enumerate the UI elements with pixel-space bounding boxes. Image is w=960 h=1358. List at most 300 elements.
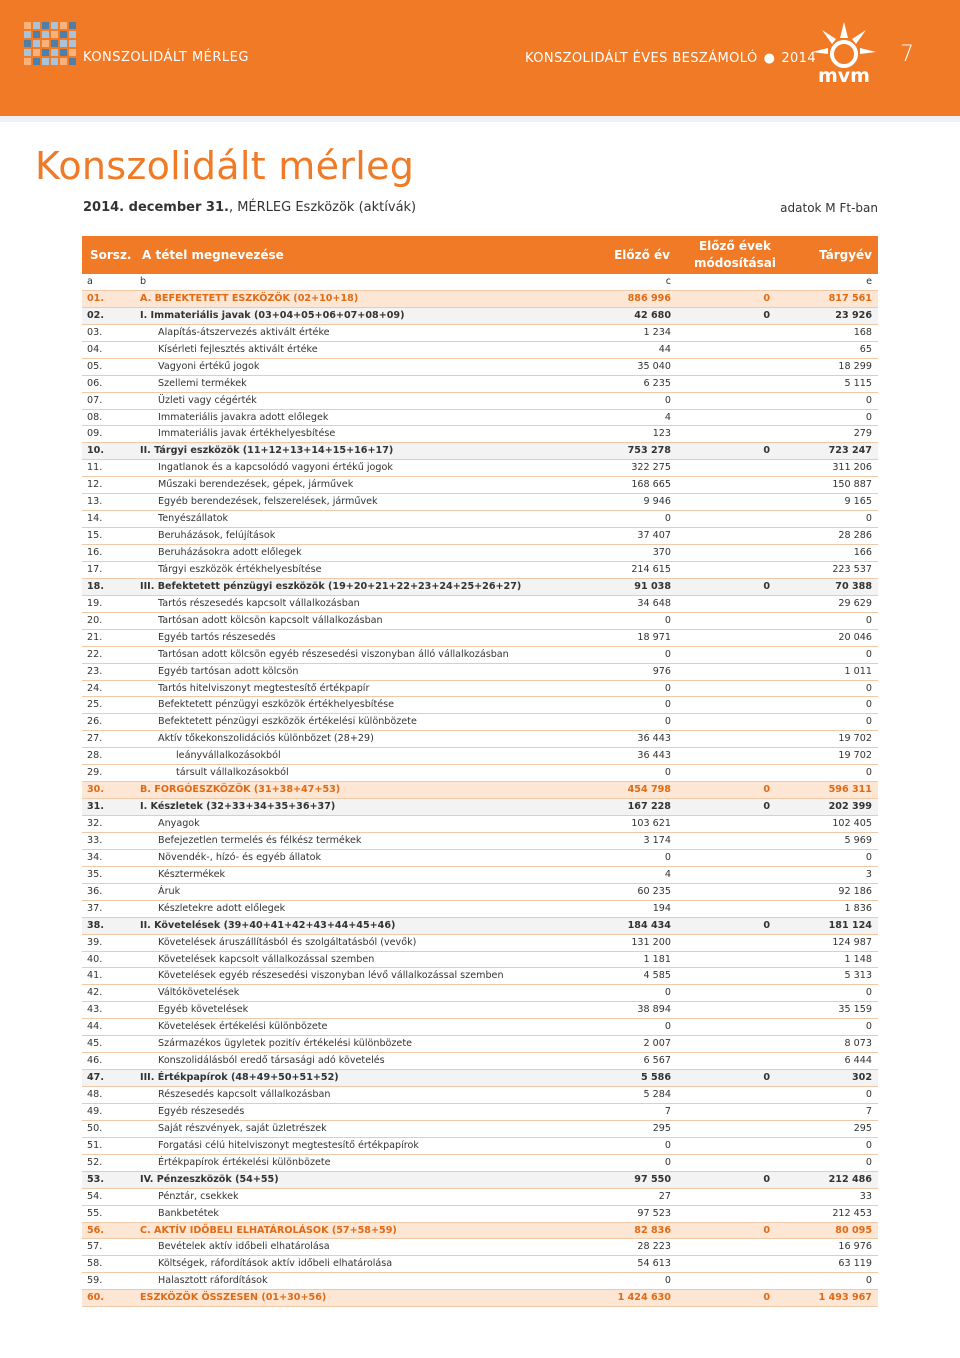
header-stripe <box>0 116 960 122</box>
row-number: 02. <box>87 309 104 321</box>
row-label: II. Tárgyi eszközök (11+12+13+14+15+16+17) <box>140 445 394 457</box>
row-number: 04. <box>87 343 103 355</box>
table-row <box>82 1138 878 1155</box>
grid-dot <box>42 58 49 65</box>
grid-dot <box>24 49 31 56</box>
row-label: Tartós hitelviszonyt megtestesítő értékpapír <box>158 682 370 694</box>
grid-dot <box>51 40 58 47</box>
row-number: 26. <box>87 716 103 728</box>
row-curr-value: 5 969 <box>844 834 872 846</box>
row-number: 28. <box>87 750 103 762</box>
row-label: Bankbetétek <box>158 1207 219 1219</box>
row-number: 01. <box>87 292 104 304</box>
row-mod-value: 0 <box>763 580 770 592</box>
header-prev-year: Előző év <box>614 248 670 262</box>
table-row <box>82 1121 878 1138</box>
row-label: I. Immateriális javak (03+04+05+06+07+08+09) <box>140 309 405 321</box>
row-number: 33. <box>87 834 103 846</box>
row-label: IV. Pénzeszközök (54+55) <box>140 1173 279 1185</box>
row-number: 09. <box>87 428 103 440</box>
row-curr-value: 28 286 <box>838 530 872 542</box>
row-mod-value: 0 <box>763 919 770 931</box>
table-row <box>82 630 878 647</box>
row-number: 54. <box>87 1190 103 1202</box>
table-row <box>82 968 878 985</box>
row-prev-value: 38 894 <box>637 1004 671 1016</box>
table-row <box>82 867 878 884</box>
row-curr-value: 168 <box>853 326 872 338</box>
row-prev-value: 1 234 <box>643 326 671 338</box>
table-row <box>82 291 878 308</box>
row-number: 30. <box>87 784 104 796</box>
table-row <box>82 342 878 359</box>
row-curr-value: 596 311 <box>828 784 872 796</box>
row-label: B. FORGÓESZKÖZÖK (31+38+47+53) <box>140 784 341 796</box>
row-mod-value: 0 <box>763 309 770 321</box>
grid-dot <box>51 49 58 56</box>
row-mod-value: 0 <box>763 445 770 457</box>
grid-dot <box>24 31 31 38</box>
row-label: Kísérleti fejlesztés aktivált értéke <box>158 343 318 355</box>
header-modifications <box>682 236 788 274</box>
row-number: 17. <box>87 563 103 575</box>
table-row <box>82 799 878 816</box>
table-row <box>82 1172 878 1189</box>
grid-dot <box>33 58 40 65</box>
row-label: II. Követelések (39+40+41+42+43+44+45+46) <box>140 919 396 931</box>
table-row <box>82 731 878 748</box>
grid-dot <box>33 40 40 47</box>
row-curr-value: 1 493 967 <box>818 1292 872 1304</box>
row-label: Anyagok <box>158 818 200 829</box>
row-curr-value: 279 <box>853 428 872 440</box>
row-label: Követelések értékelési különbözete <box>158 1021 328 1033</box>
row-prev-value: 0 <box>664 614 671 626</box>
row-number: 14. <box>87 513 103 525</box>
grid-dot <box>60 49 67 56</box>
row-label: Egyéb tartós részesedés <box>158 631 276 643</box>
table-row <box>82 1189 878 1206</box>
row-prev-value: 5 284 <box>643 1089 671 1100</box>
header-sorsz: Sorsz. <box>90 248 132 262</box>
row-curr-value: 166 <box>853 547 872 558</box>
row-number: 52. <box>87 1156 103 1168</box>
row-curr-value: 23 926 <box>835 309 872 321</box>
row-prev-value: 97 523 <box>637 1207 671 1219</box>
section-label: KONSZOLIDÁLT MÉRLEG <box>83 50 249 65</box>
row-prev-value: 7 <box>664 1105 671 1117</box>
row-label: Forgatási célú hitelviszonyt megtestesítő értékpapírok <box>158 1139 419 1151</box>
row-label: Váltókövetelések <box>158 987 240 999</box>
row-number: 49. <box>87 1105 103 1117</box>
grid-dot <box>51 58 58 65</box>
row-prev-value: 976 <box>652 665 671 677</box>
row-label: Követelések áruszállításból és szolgáltatásból (vevők) <box>158 936 417 948</box>
row-number: 24. <box>87 682 103 694</box>
row-label: Egyéb tartósan adott kölcsön <box>158 665 299 677</box>
row-curr-value: 202 399 <box>828 801 872 813</box>
row-curr-value: 0 <box>865 987 872 999</box>
row-label: Növendék-, hízó- és egyéb állatok <box>158 851 322 863</box>
row-prev-value: 0 <box>664 716 671 728</box>
grid-dot <box>51 22 58 29</box>
row-mod-value: 0 <box>763 1173 770 1185</box>
row-number: 40. <box>87 953 103 965</box>
table-row <box>82 985 878 1002</box>
row-curr-value: 0 <box>865 716 872 728</box>
grid-dot <box>24 40 31 47</box>
row-curr-value: 9 165 <box>844 496 872 508</box>
row-curr-value: 0 <box>865 1156 872 1168</box>
table-row <box>82 1155 878 1172</box>
row-prev-value: 0 <box>664 1156 671 1168</box>
row-curr-value: 20 046 <box>838 631 872 643</box>
row-curr-value: 817 561 <box>828 292 872 304</box>
row-prev-value: 103 621 <box>631 818 671 829</box>
table-row <box>82 1036 878 1053</box>
row-prev-value: 44 <box>658 343 671 355</box>
table-row <box>82 1256 878 1273</box>
row-prev-value: 184 434 <box>627 919 671 931</box>
row-mod-value: 0 <box>763 1072 770 1084</box>
row-number: 20. <box>87 614 103 626</box>
row-prev-value: 0 <box>664 767 671 779</box>
row-number: 07. <box>87 394 103 406</box>
row-prev-value: 295 <box>652 1122 671 1134</box>
row-curr-value: 5 115 <box>844 377 872 389</box>
row-prev-value: 1 181 <box>643 953 671 965</box>
row-number: 35. <box>87 868 103 880</box>
row-number: 43. <box>87 1004 103 1016</box>
row-curr-value: 3 <box>865 868 872 880</box>
row-prev-value: 370 <box>652 547 671 558</box>
table-row <box>82 308 878 325</box>
row-number: 36. <box>87 885 103 897</box>
row-prev-value: 194 <box>652 902 671 914</box>
row-number: 13. <box>87 496 103 508</box>
row-mod-value: 0 <box>763 784 770 796</box>
row-label: Követelések egyéb részesedési viszonyban lévő vállalkozással szemben <box>158 970 504 982</box>
row-prev-value: 82 836 <box>634 1224 671 1236</box>
row-number: 34. <box>87 851 103 863</box>
grid-dot <box>42 40 49 47</box>
row-curr-value: 1 836 <box>844 902 872 914</box>
subtitle-rest: , MÉRLEG Eszközök (aktívák) <box>228 200 417 215</box>
row-curr-value: 19 702 <box>838 750 872 762</box>
row-label: Üzleti vagy cégérték <box>158 394 257 406</box>
row-curr-value: 723 247 <box>828 445 872 457</box>
row-curr-value: 0 <box>865 851 872 863</box>
row-label: Ingatlanok és a kapcsolódó vagyoni értékű jogok <box>158 462 393 474</box>
row-prev-value: 36 443 <box>637 733 671 745</box>
row-curr-value: 35 159 <box>838 1004 872 1016</box>
table-body <box>82 291 878 1307</box>
row-prev-value: 36 443 <box>637 750 671 762</box>
row-prev-value: 123 <box>652 428 671 440</box>
row-prev-value: 18 971 <box>637 631 671 643</box>
row-curr-value: 1 148 <box>844 953 872 965</box>
row-curr-value: 181 124 <box>828 919 872 931</box>
table-row <box>82 426 878 443</box>
row-curr-value: 1 011 <box>844 665 872 677</box>
table-row <box>82 410 878 427</box>
row-prev-value: 3 174 <box>643 834 671 846</box>
table-header <box>82 236 878 274</box>
table-row <box>82 918 878 935</box>
row-curr-value: 0 <box>865 1275 872 1287</box>
row-number: 51. <box>87 1139 103 1151</box>
table-row <box>82 1223 878 1240</box>
row-label: Áruk <box>158 885 181 897</box>
row-curr-value: 102 405 <box>832 818 872 829</box>
row-prev-value: 168 665 <box>631 479 671 491</box>
row-number: 58. <box>87 1258 103 1270</box>
row-label: I. Készletek (32+33+34+35+36+37) <box>140 801 336 813</box>
row-prev-value: 0 <box>664 987 671 999</box>
row-prev-value: 0 <box>664 1139 671 1151</box>
row-prev-value: 0 <box>664 682 671 694</box>
row-curr-value: 0 <box>865 614 872 626</box>
table-row <box>82 833 878 850</box>
grid-dot <box>60 31 67 38</box>
table-row <box>82 460 878 477</box>
table-row <box>82 393 878 410</box>
letter-b: b <box>140 276 147 287</box>
row-label: Szellemi termékek <box>158 377 247 389</box>
row-label: Befektetett pénzügyi eszközök értékelési különbözete <box>158 716 417 728</box>
row-number: 11. <box>87 462 103 474</box>
row-prev-value: 6 567 <box>643 1055 671 1067</box>
grid-dot <box>60 58 67 65</box>
row-number: 21. <box>87 631 103 643</box>
row-number: 18. <box>87 580 104 592</box>
row-mod-value: 0 <box>763 801 770 813</box>
row-prev-value: 35 040 <box>637 360 671 372</box>
grid-dot <box>33 49 40 56</box>
row-prev-value: 0 <box>664 851 671 863</box>
row-label: Tárgyi eszközök értékhelyesbítése <box>158 563 322 575</box>
row-curr-value: 223 537 <box>832 563 872 575</box>
logo-text: mvm <box>818 65 870 87</box>
table-row <box>82 477 878 494</box>
row-number: 56. <box>87 1224 104 1236</box>
row-label: Alapítás-átszervezés aktivált értéke <box>158 326 330 338</box>
row-prev-value: 42 680 <box>634 309 671 321</box>
table-row <box>82 579 878 596</box>
header-mod-line1: Előző évek <box>698 239 772 253</box>
table-row <box>82 884 878 901</box>
dot-grid-icon <box>24 22 76 70</box>
row-number: 57. <box>87 1241 103 1253</box>
table-row <box>82 545 878 562</box>
row-prev-value: 4 <box>664 868 671 880</box>
table-row <box>82 494 878 511</box>
row-label: Halasztott ráfordítások <box>158 1275 268 1287</box>
row-curr-value: 0 <box>865 648 872 660</box>
row-curr-value: 29 629 <box>838 597 872 609</box>
row-mod-value: 0 <box>763 1224 770 1236</box>
row-prev-value: 0 <box>664 1021 671 1033</box>
row-mod-value: 0 <box>763 1292 770 1304</box>
row-label: Egyéb részesedés <box>158 1105 245 1117</box>
row-prev-value: 91 038 <box>634 580 671 592</box>
grid-dot <box>60 22 67 29</box>
row-number: 10. <box>87 445 104 457</box>
table-row <box>82 1206 878 1223</box>
table-row <box>82 596 878 613</box>
row-prev-value: 0 <box>664 394 671 406</box>
report-separator: ● <box>763 51 776 66</box>
table-row <box>82 528 878 545</box>
row-curr-value: 6 444 <box>844 1055 872 1067</box>
table-row <box>82 935 878 952</box>
row-prev-value: 322 275 <box>631 462 671 474</box>
table-row <box>82 1087 878 1104</box>
row-mod-value: 0 <box>763 292 770 304</box>
row-number: 23. <box>87 665 103 677</box>
table-row <box>82 714 878 731</box>
row-number: 50. <box>87 1122 103 1134</box>
table-row <box>82 901 878 918</box>
row-label: Vagyoni értékű jogok <box>158 360 260 372</box>
row-prev-value: 60 235 <box>637 885 671 897</box>
row-curr-value: 0 <box>865 1139 872 1151</box>
row-curr-value: 0 <box>865 1021 872 1033</box>
table-row <box>82 681 878 698</box>
table-row <box>82 765 878 782</box>
table-row <box>82 850 878 867</box>
row-prev-value: 34 648 <box>637 597 671 609</box>
letter-a: a <box>87 276 93 287</box>
row-label: Tartósan adott kölcsön kapcsolt vállalkozásban <box>158 614 383 626</box>
row-label: III. Befektetett pénzügyi eszközök (19+20+21+22+23+24+25+26+27) <box>140 580 522 592</box>
row-number: 48. <box>87 1089 103 1100</box>
report-label <box>525 51 816 66</box>
table-row <box>82 443 878 460</box>
grid-dot <box>24 22 31 29</box>
row-prev-value: 37 407 <box>637 530 671 542</box>
row-label: Egyéb követelések <box>158 1004 249 1016</box>
table-row <box>82 376 878 393</box>
table-row <box>82 647 878 664</box>
row-label: III. Értékpapírok (48+49+50+51+52) <box>140 1072 339 1084</box>
grid-dot <box>69 58 76 65</box>
table-row <box>82 782 878 799</box>
table-row <box>82 359 878 376</box>
mvm-logo-icon <box>808 20 880 90</box>
row-label: Értékpapírok értékelési különbözete <box>158 1156 331 1168</box>
row-number: 60. <box>87 1292 104 1304</box>
row-prev-value: 167 228 <box>627 801 671 813</box>
table-row <box>82 1290 878 1307</box>
row-number: 39. <box>87 936 103 948</box>
row-curr-value: 18 299 <box>838 360 872 372</box>
row-label: Egyéb berendezések, felszerelések, járművek <box>158 496 378 508</box>
table-row <box>82 816 878 833</box>
row-number: 55. <box>87 1207 103 1219</box>
row-label: Aktív tőkekonszolidációs különbözet (28+29) <box>158 733 374 745</box>
row-number: 12. <box>87 479 103 491</box>
row-prev-value: 214 615 <box>631 563 671 575</box>
row-label: Tenyészállatok <box>158 513 229 525</box>
row-number: 29. <box>87 767 103 779</box>
row-label: C. AKTÍV IDŐBELI ELHATÁROLÁSOK (57+58+59) <box>140 1224 397 1236</box>
row-label: társult vállalkozásokból <box>176 767 289 779</box>
row-label: Tartósan adott kölcsön egyéb részesedési viszonyban álló vállalkozásban <box>158 648 509 660</box>
table-row <box>82 1273 878 1290</box>
row-number: 16. <box>87 547 103 558</box>
row-number: 47. <box>87 1072 104 1084</box>
row-number: 45. <box>87 1038 103 1050</box>
row-number: 42. <box>87 987 103 999</box>
table-row <box>82 1019 878 1036</box>
header-current-year: Tárgyév <box>818 248 872 262</box>
grid-dot <box>33 31 40 38</box>
row-label: Immateriális javak értékhelyesbítése <box>158 428 336 440</box>
row-number: 15. <box>87 530 103 542</box>
report-year: 2014 <box>781 51 817 66</box>
balance-sheet-table <box>82 236 878 1307</box>
row-prev-value: 0 <box>664 699 671 711</box>
row-number: 27. <box>87 733 103 745</box>
grid-dot <box>33 22 40 29</box>
row-label: leányvállalkozásokból <box>176 750 281 762</box>
grid-dot <box>24 58 31 65</box>
grid-dot <box>69 31 76 38</box>
row-prev-value: 1 424 630 <box>617 1292 671 1304</box>
row-prev-value: 28 223 <box>637 1241 671 1253</box>
row-prev-value: 0 <box>664 1275 671 1287</box>
row-label: Immateriális javakra adott előlegek <box>158 411 329 423</box>
row-prev-value: 54 613 <box>637 1258 671 1270</box>
row-prev-value: 454 798 <box>627 784 671 796</box>
grid-dot <box>51 31 58 38</box>
row-curr-value: 63 119 <box>838 1258 872 1270</box>
subtitle <box>83 200 416 215</box>
header-mod-line2: módosításai <box>693 256 777 270</box>
grid-dot <box>69 40 76 47</box>
row-number: 37. <box>87 902 103 914</box>
row-prev-value: 9 946 <box>643 496 671 508</box>
row-curr-value: 212 486 <box>828 1173 872 1185</box>
row-curr-value: 70 388 <box>835 580 872 592</box>
row-prev-value: 27 <box>658 1190 671 1202</box>
row-number: 53. <box>87 1173 104 1185</box>
row-curr-value: 33 <box>859 1190 872 1202</box>
subtitle-date: 2014. december 31. <box>83 200 229 215</box>
row-number: 05. <box>87 360 103 372</box>
row-number: 32. <box>87 818 103 829</box>
table-row <box>82 1053 878 1070</box>
table-row <box>82 952 878 969</box>
row-number: 41. <box>87 970 103 982</box>
row-prev-value: 6 235 <box>643 377 671 389</box>
row-label: Beruházások, felújítások <box>158 530 276 542</box>
letter-c: c <box>665 276 671 287</box>
row-label: Költségek, ráfordítások aktív időbeli elhatárolása <box>158 1258 393 1270</box>
row-curr-value: 0 <box>865 513 872 525</box>
row-number: 31. <box>87 801 104 813</box>
row-label: Befejezetlen termelés és félkész termékek <box>158 834 362 846</box>
row-label: Pénztár, csekkek <box>158 1190 239 1202</box>
row-prev-value: 5 586 <box>640 1072 671 1084</box>
table-row <box>82 664 878 681</box>
row-curr-value: 8 073 <box>844 1038 872 1050</box>
row-number: 08. <box>87 411 103 423</box>
row-label: Követelések kapcsolt vállalkozással szemben <box>158 953 375 965</box>
table-row <box>82 613 878 630</box>
row-curr-value: 0 <box>865 1089 872 1100</box>
